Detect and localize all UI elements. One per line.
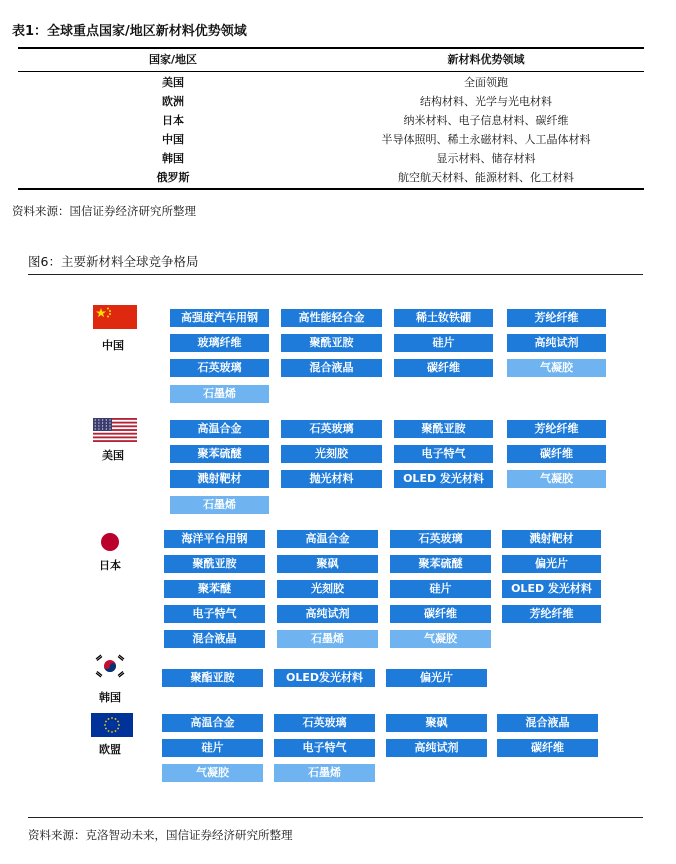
material-tag: 石英玻璃 xyxy=(281,420,382,438)
figure6-title: 图6：主要新材料全球竞争格局 xyxy=(28,254,199,269)
country-cell: 日本 xyxy=(162,114,184,127)
material-tag: 硅片 xyxy=(162,739,263,757)
material-tag: 芳纶纤维 xyxy=(507,420,606,438)
domain-cell: 全面领跑 xyxy=(464,76,508,89)
material-tag: 混合液晶 xyxy=(281,359,382,377)
material-tag: 光刻胶 xyxy=(281,445,382,463)
material-tag: 稀土钕铁硼 xyxy=(394,309,493,327)
table1-source: 资料来源：国信证券经济研究所整理 xyxy=(12,204,196,218)
table1-title: 表1：全球重点国家/地区新材料优势领域 xyxy=(12,24,247,39)
material-tag: 气凝胶 xyxy=(390,630,491,648)
material-tag: 聚苯硫醚 xyxy=(390,555,491,573)
domain-cell: 结构材料、光学与光电材料 xyxy=(420,95,552,108)
material-tag: 石墨烯 xyxy=(170,496,269,514)
figure6-source: 资料来源：克洛智动未来，国信证券经济研究所整理 xyxy=(28,828,293,842)
material-tag: 聚苯醚 xyxy=(164,580,265,598)
country-cell: 欧洲 xyxy=(162,95,184,108)
material-tag: 石英玻璃 xyxy=(390,530,491,548)
material-tag: 芳纶纤维 xyxy=(502,605,601,623)
material-tag: 高纯试剂 xyxy=(277,605,378,623)
material-tag: 聚酰亚胺 xyxy=(281,334,382,352)
material-tag: 气凝胶 xyxy=(507,359,606,377)
region-label: 中国 xyxy=(102,339,124,352)
domain-cell: 航空航天材料、能源材料、化工材料 xyxy=(398,171,574,184)
table-row xyxy=(18,93,644,112)
table-row xyxy=(18,112,644,131)
material-tag: 石英玻璃 xyxy=(170,359,269,377)
material-tag: 聚砜 xyxy=(277,555,378,573)
china-flag-icon xyxy=(93,305,137,329)
material-tag: OLED 发光材料 xyxy=(502,580,601,598)
material-tag: 碳纤维 xyxy=(507,445,606,463)
material-tag: 溅射靶材 xyxy=(170,470,269,488)
table-top-rule xyxy=(18,47,644,49)
region-label: 欧盟 xyxy=(99,743,121,756)
material-tag: 气凝胶 xyxy=(162,764,263,782)
material-tag: 电子特气 xyxy=(394,445,493,463)
material-tag: 聚酯亚胺 xyxy=(162,669,263,687)
material-tag: 高纯试剂 xyxy=(507,334,606,352)
material-tag: 芳纶纤维 xyxy=(507,309,606,327)
material-tag: 高温合金 xyxy=(170,420,269,438)
table-row xyxy=(18,74,644,93)
material-tag: 偏光片 xyxy=(386,669,487,687)
material-tag: OLED发光材料 xyxy=(274,669,375,687)
material-tag: 硅片 xyxy=(394,334,493,352)
domain-cell: 半导体照明、稀土永磁材料、人工晶体材料 xyxy=(381,133,591,146)
material-tag: 气凝胶 xyxy=(507,470,606,488)
material-tag: 溅射靶材 xyxy=(502,530,601,548)
material-tag: 硅片 xyxy=(390,580,491,598)
material-tag: 电子特气 xyxy=(274,739,375,757)
table-bottom-rule xyxy=(18,188,644,190)
country-cell: 俄罗斯 xyxy=(156,171,190,184)
material-tag: 高性能轻合金 xyxy=(281,309,382,327)
table-row xyxy=(18,169,644,188)
material-tag: 聚苯硫醚 xyxy=(170,445,269,463)
material-tag: 碳纤维 xyxy=(394,359,493,377)
material-tag: OLED 发光材料 xyxy=(394,470,493,488)
material-tag: 混合液晶 xyxy=(497,714,598,732)
korea-flag-icon xyxy=(93,654,127,678)
header-domain: 新材料优势领域 xyxy=(447,53,525,66)
country-cell: 美国 xyxy=(162,76,184,89)
material-tag: 高纯试剂 xyxy=(386,739,487,757)
material-tag: 玻璃纤维 xyxy=(170,334,269,352)
material-tag: 光刻胶 xyxy=(277,580,378,598)
material-tag: 高温合金 xyxy=(162,714,263,732)
material-tag: 碳纤维 xyxy=(497,739,598,757)
material-tag: 抛光材料 xyxy=(281,470,382,488)
table-header-row xyxy=(18,51,644,69)
country-cell: 中国 xyxy=(162,133,184,146)
material-tag: 石墨烯 xyxy=(277,630,378,648)
usa-flag-icon xyxy=(93,418,137,442)
material-tag: 石英玻璃 xyxy=(274,714,375,732)
material-tag: 偏光片 xyxy=(502,555,601,573)
table-header-rule xyxy=(18,71,644,72)
material-tag: 聚酰亚胺 xyxy=(164,555,265,573)
material-tag: 混合液晶 xyxy=(164,630,265,648)
country-cell: 韩国 xyxy=(162,152,184,165)
material-tag: 海洋平台用钢 xyxy=(164,530,265,548)
region-label: 韩国 xyxy=(99,691,121,704)
material-tag: 石墨烯 xyxy=(274,764,375,782)
figure-bottom-rule xyxy=(28,817,643,818)
material-tag: 石墨烯 xyxy=(170,385,269,403)
material-tag: 聚酰亚胺 xyxy=(394,420,493,438)
eu-flag-icon xyxy=(91,713,133,737)
material-tag: 碳纤维 xyxy=(390,605,491,623)
material-tag: 聚砜 xyxy=(386,714,487,732)
region-label: 美国 xyxy=(102,449,124,462)
material-tag: 电子特气 xyxy=(164,605,265,623)
header-country: 国家/地区 xyxy=(148,53,198,66)
figure-top-rule xyxy=(28,274,643,275)
table-row xyxy=(18,131,644,150)
material-tag: 高温合金 xyxy=(277,530,378,548)
domain-cell: 纳米材料、电子信息材料、碳纤维 xyxy=(403,114,569,127)
region-label: 日本 xyxy=(99,559,121,572)
domain-cell: 显示材料、储存材料 xyxy=(436,152,536,165)
table-row xyxy=(18,150,644,169)
japan-flag-icon xyxy=(98,530,122,554)
material-tag: 高强度汽车用钢 xyxy=(170,309,269,327)
